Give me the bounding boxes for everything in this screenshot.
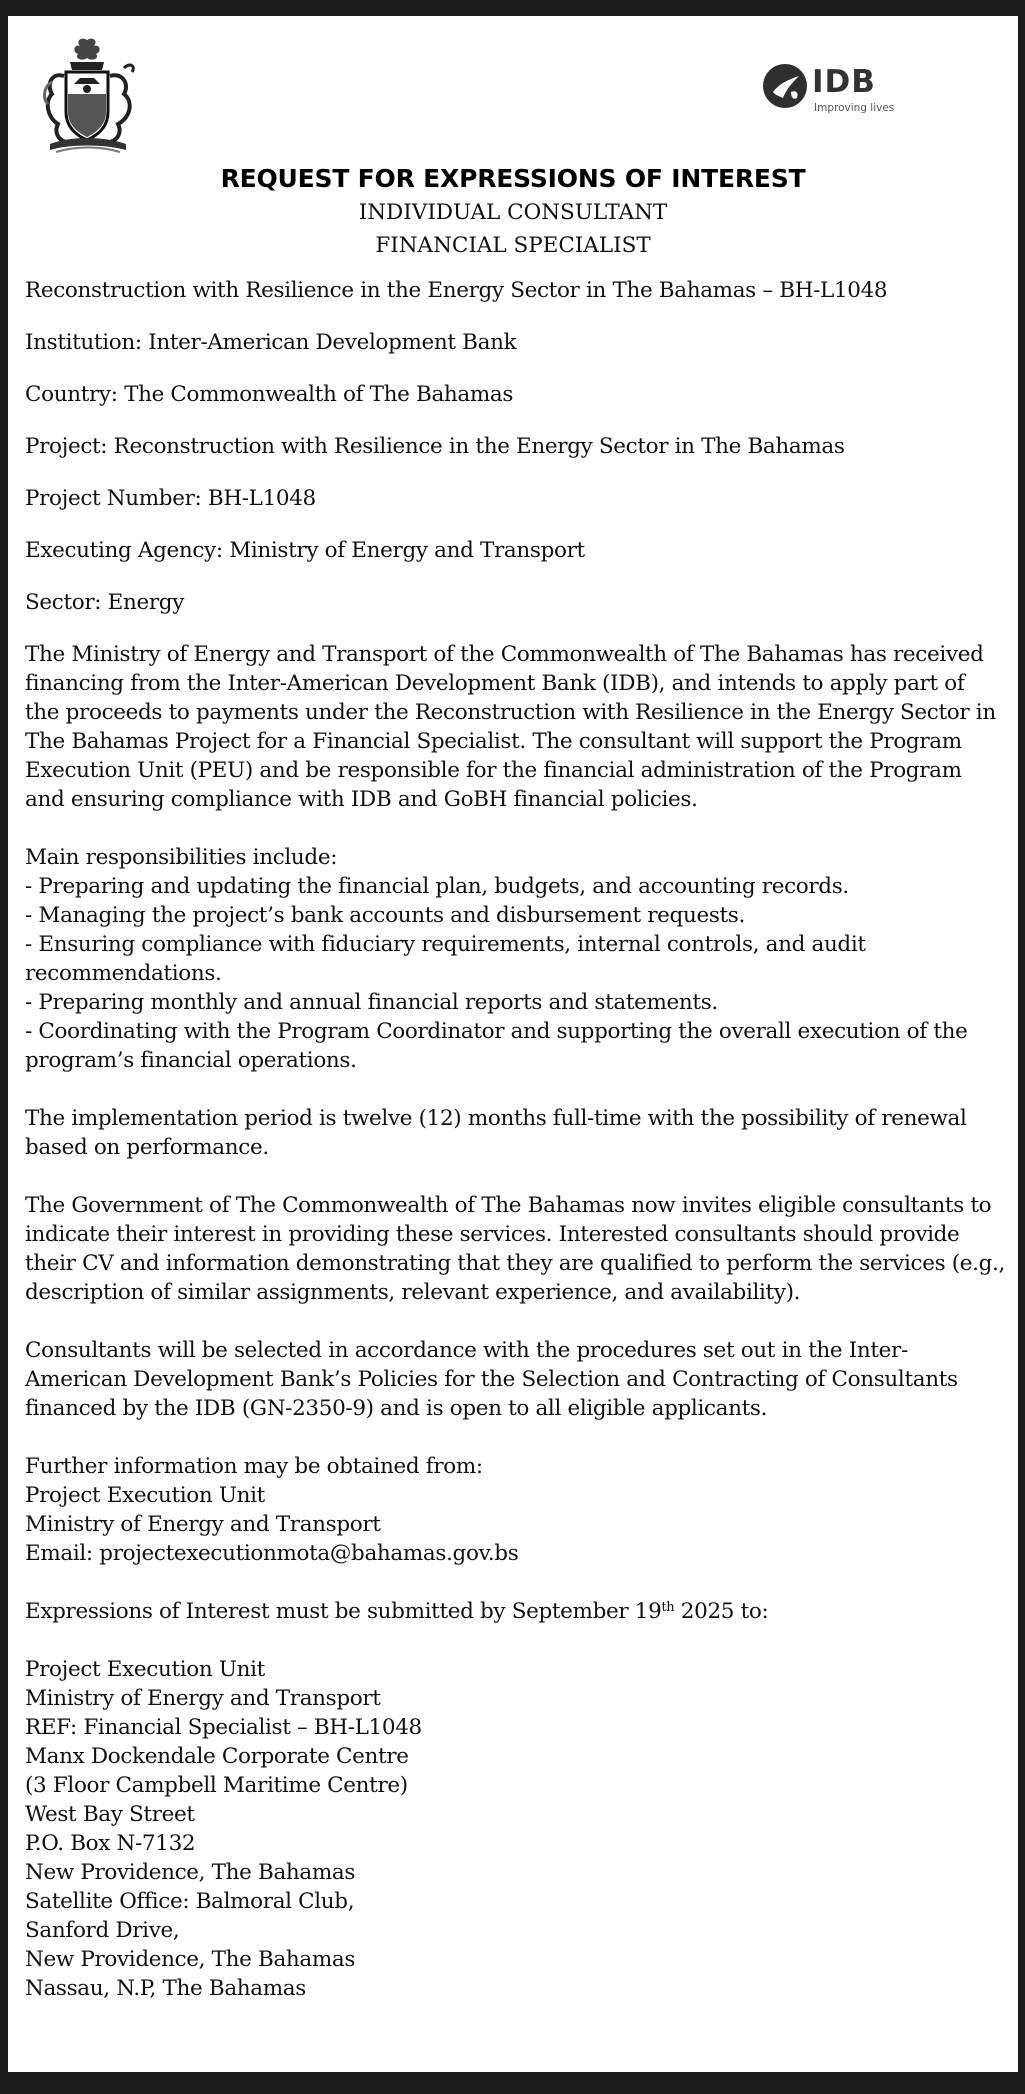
selection-paragraph xyxy=(25,1336,1001,1423)
text-line: The Bahamas Project for a Financial Specialist. The consultant will support the Program xyxy=(25,729,962,754)
subtitle-line: INDIVIDUAL CONSULTANT xyxy=(358,200,668,225)
address-line: P.O. Box N-7132 xyxy=(25,1831,196,1856)
text-line: American Development Bank’s Policies for the Selection and Contracting of Consultants xyxy=(25,1367,958,1392)
project-line: Project: Reconstruction with Resilience in the Energy Sector in The Bahamas xyxy=(25,434,845,459)
address-line: Ministry of Energy and Transport xyxy=(25,1686,381,1711)
address-line: New Providence, The Bahamas xyxy=(25,1860,356,1885)
document-page xyxy=(8,16,1018,2072)
country-line: Country: The Commonwealth of The Bahamas xyxy=(25,382,514,407)
submission-address xyxy=(25,1655,1001,2003)
text-line: Project Execution Unit xyxy=(25,1483,265,1508)
text-line: The Government of The Commonwealth of The Bahamas now invites eligible consultants to xyxy=(25,1193,992,1218)
responsibilities-list xyxy=(25,843,1001,1075)
text-line: financed by the IDB (GN-2350-9) and is open to all eligible applicants. xyxy=(25,1396,768,1421)
address-line: Satellite Office: Balmoral Club, xyxy=(25,1889,355,1914)
subtitle-line: FINANCIAL SPECIALIST xyxy=(375,233,651,258)
executing-agency-line: Executing Agency: Ministry of Energy and Transport xyxy=(25,538,585,563)
deadline-text: Expressions of Interest must be submitted by September 19 xyxy=(25,1599,662,1624)
idb-logo-word: IDB xyxy=(812,64,876,100)
text-line: Further information may be obtained from: xyxy=(25,1454,483,1479)
period-paragraph xyxy=(25,1104,1001,1162)
invitation-paragraph xyxy=(25,1191,1006,1307)
deadline-year: 2025 to: xyxy=(674,1599,769,1624)
text-line: description of similar assignments, relevant experience, and availability). xyxy=(25,1280,801,1305)
text-line: indicate their interest in providing these services. Interested consultants should provide xyxy=(25,1222,960,1247)
submission-deadline xyxy=(25,1597,1001,1626)
address-line: (3 Floor Campbell Maritime Centre) xyxy=(25,1773,408,1798)
page-header xyxy=(8,16,1018,164)
text-line: Consultants will be selected in accordance with the procedures set out in the Inter- xyxy=(25,1338,908,1363)
address-line: Nassau, N.P, The Bahamas xyxy=(25,1976,306,2001)
text-line: their CV and information demonstrating that they are qualified to perform the services (e.g., xyxy=(25,1251,1006,1276)
text-line: based on performance. xyxy=(25,1135,269,1160)
document-subtitle xyxy=(8,196,1018,262)
deadline-ordinal: th xyxy=(661,1600,675,1615)
sector-line: Sector: Energy xyxy=(25,590,184,615)
list-heading: Main responsibilities include: xyxy=(25,845,338,870)
text-line: The implementation period is twelve (12) months full-time with the possibility of renewal xyxy=(25,1106,967,1131)
list-item: program’s financial operations. xyxy=(25,1048,357,1073)
text-line: and ensuring compliance with IDB and GoBH financial policies. xyxy=(25,787,698,812)
address-line: New Providence, The Bahamas xyxy=(25,1947,356,1972)
contact-paragraph xyxy=(25,1452,1001,1568)
project-number-line: Project Number: BH-L1048 xyxy=(25,486,316,511)
idb-globe-icon xyxy=(761,62,809,110)
list-item: recommendations. xyxy=(25,961,222,986)
text-line: financing from the Inter-American Development Bank (IDB), and intends to apply part of xyxy=(25,671,965,696)
text-line: Execution Unit (PEU) and be responsible for the financial administration of the Program xyxy=(25,758,962,783)
text-line: Ministry of Energy and Transport xyxy=(25,1512,381,1537)
document-title: REQUEST FOR EXPRESSIONS OF INTEREST xyxy=(220,164,806,193)
document-body xyxy=(8,276,1018,2003)
list-item: - Ensuring compliance with fiduciary requirements, internal controls, and audit xyxy=(25,932,866,957)
list-item: - Managing the project’s bank accounts and disbursement requests. xyxy=(25,903,745,928)
idb-logo-tagline: Improving lives xyxy=(814,102,895,114)
contact-email[interactable]: Email: projectexecutionmota@bahamas.gov.bs xyxy=(25,1541,519,1566)
institution-line: Institution: Inter-American Development Bank xyxy=(25,330,517,355)
list-item: - Preparing monthly and annual financial reports and statements. xyxy=(25,990,718,1015)
project-heading: Reconstruction with Resilience in the Energy Sector in The Bahamas – BH-L1048 xyxy=(25,278,888,303)
address-line: West Bay Street xyxy=(25,1802,195,1827)
idb-logo xyxy=(761,62,896,122)
text-line: The Ministry of Energy and Transport of the Commonwealth of The Bahamas has received xyxy=(25,642,984,667)
list-item: - Coordinating with the Program Coordinator and supporting the overall execution of the xyxy=(25,1019,968,1044)
intro-paragraph xyxy=(25,640,1001,814)
address-line: Manx Dockendale Corporate Centre xyxy=(25,1744,409,1769)
bahamas-coat-of-arms-icon xyxy=(30,32,144,160)
address-line: Sanford Drive, xyxy=(25,1918,180,1943)
list-item: - Preparing and updating the financial plan, budgets, and accounting records. xyxy=(25,874,849,899)
text-line: the proceeds to payments under the Reconstruction with Resilience in the Energy Sector in xyxy=(25,700,996,725)
address-line: Project Execution Unit xyxy=(25,1657,265,1682)
address-line: REF: Financial Specialist – BH-L1048 xyxy=(25,1715,422,1740)
